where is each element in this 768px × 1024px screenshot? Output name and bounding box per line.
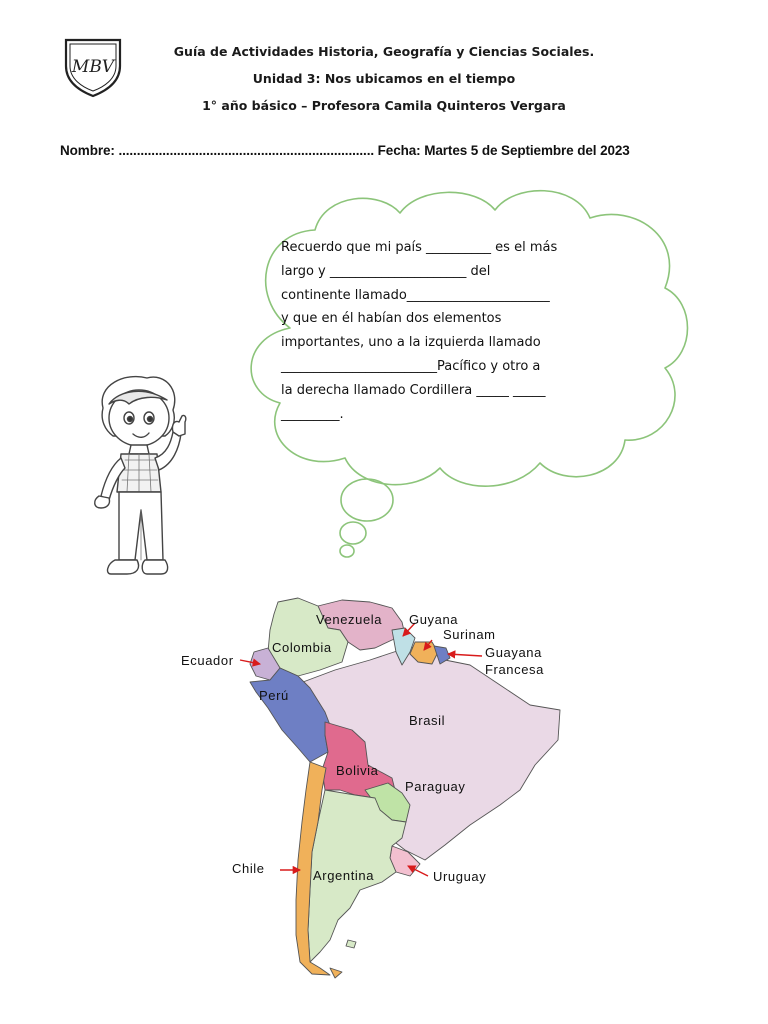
cloud-line[interactable]: la derecha llamado Cordillera _____ _____	[281, 382, 546, 398]
cloud-line[interactable]: _________.	[281, 406, 344, 422]
label-brasil: Brasil	[409, 713, 446, 728]
cloud-line[interactable]: continente llamado______________________	[281, 287, 550, 303]
label-peru: Perú	[259, 688, 289, 703]
label-venezuela: Venezuela	[316, 612, 383, 627]
cloud-line[interactable]: ________________________Pacífico y otro a	[281, 358, 541, 374]
cloud-line: importantes, uno a la izquierda llamado	[281, 335, 541, 351]
unit-title: Unidad 3: Nos ubicamos en el tiempo	[252, 71, 516, 86]
label-surinam: Surinam	[443, 627, 496, 642]
worksheet-title: Guía de Actividades Historia, Geografía y Ciencias Sociales.	[173, 44, 595, 59]
cloud-fill-in-text	[281, 236, 601, 426]
label-colombia: Colombia	[272, 640, 332, 655]
label-guayana-line2: Francesa	[485, 662, 544, 677]
logo-monogram: MBV	[71, 57, 115, 77]
label-guyana: Guyana	[409, 612, 459, 627]
label-chile: Chile	[232, 861, 265, 876]
label-bolivia: Bolivia	[336, 763, 379, 778]
label-uruguay: Uruguay	[433, 869, 487, 884]
course-line: 1° año básico – Profesora Camila Quinteros Vergara	[202, 98, 566, 113]
cloud-line[interactable]: largo y _____________________ del	[281, 263, 491, 279]
cloud-line[interactable]: Recuerdo que mi país __________ es el más	[281, 240, 558, 255]
name-date-field[interactable]: Nombre: ...................................................................... Fecha: Martes 5 de Septiembre del 2023	[60, 143, 630, 158]
boy-illustration	[85, 370, 210, 585]
cloud-line: y que en él habían dos elementos	[281, 311, 502, 327]
label-guayana-line1: Guayana	[485, 645, 542, 660]
label-paraguay: Paraguay	[405, 779, 466, 794]
label-argentina: Argentina	[313, 868, 375, 883]
label-ecuador: Ecuador	[181, 653, 234, 668]
